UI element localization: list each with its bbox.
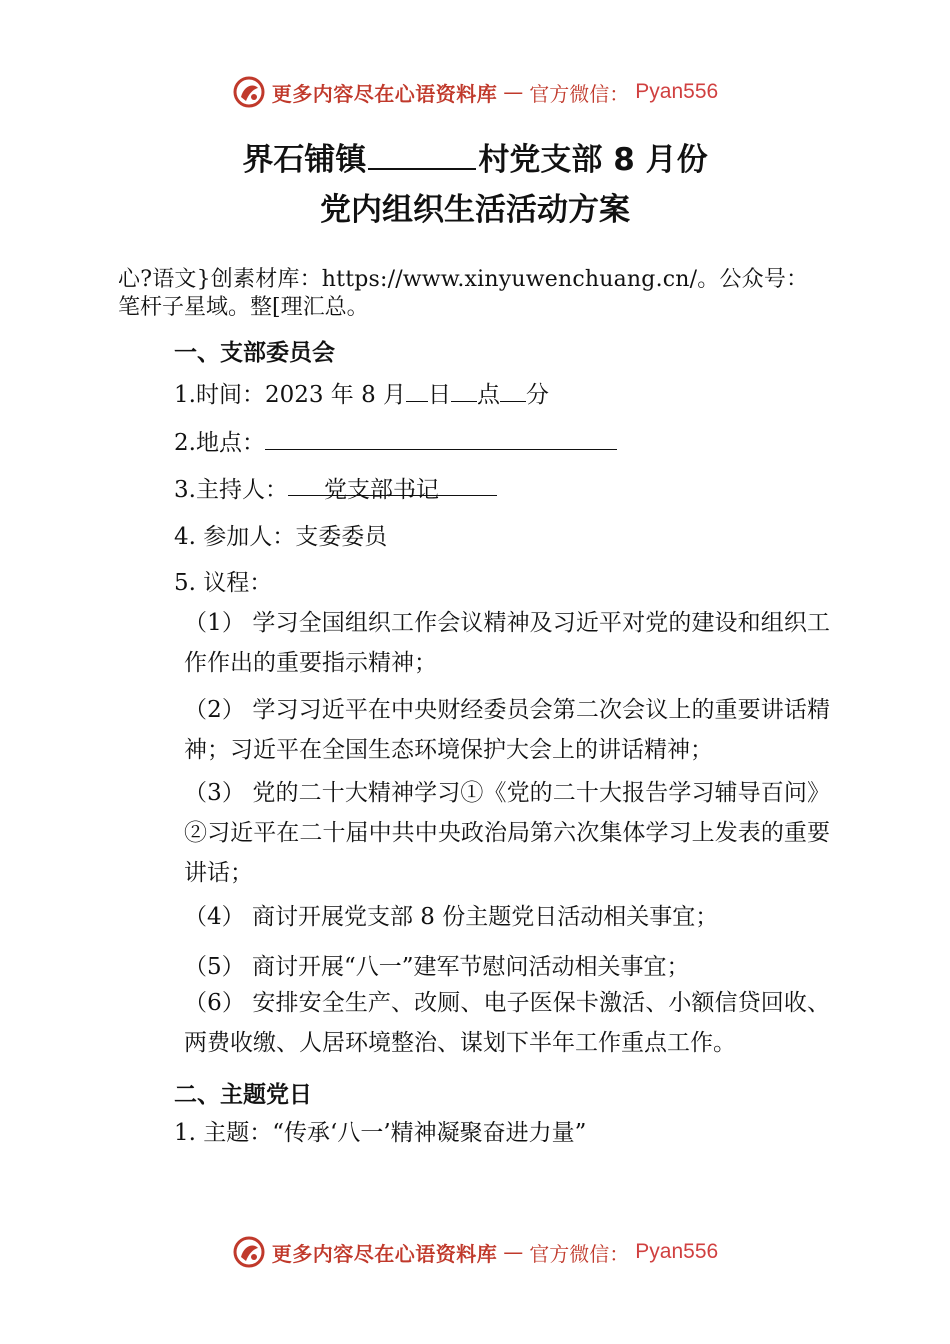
banner-wechat-label: 官方微信： [529, 81, 630, 106]
agenda-item-5: （5） 商讨开展“八一”建军节慰问活动相关事宜； [184, 954, 690, 980]
footer-banner-text: 更多内容尽在心语资料库 [271, 1241, 498, 1266]
logo-icon [232, 1235, 266, 1269]
minute-blank [500, 377, 526, 402]
theme-line: 1. 主题：“传承‘八一’精神凝聚奋进力量” [174, 1120, 587, 1146]
agenda-item-3-text: （3） 党的二十大精神学习①《党的二十大报告学习辅导百问》②习近平在二十届中共中央政治局第六次集体学习上发表的重要讲话； [184, 780, 830, 886]
banner-wechat-id: Pyan556 [635, 80, 719, 103]
place-blank [265, 425, 617, 450]
meeting-attendees: 4. 参加人：支委委员 [174, 524, 388, 550]
logo-icon [232, 75, 266, 109]
place-label: 2.地点： [174, 430, 265, 456]
source-note-line1: 心?语文}创素材库：https://www.xinyuwenchuang.cn/。公众号： [118, 267, 809, 292]
time-hour-label: 点 [477, 382, 501, 408]
agenda-item-1 [128, 603, 830, 683]
time-day-label: 日 [428, 382, 452, 408]
meeting-time [174, 376, 549, 409]
meeting-host [174, 471, 497, 504]
agenda-item-6 [128, 983, 830, 1063]
day-blank [406, 377, 428, 402]
host-value: 党支部书记 [288, 471, 497, 496]
time-minute-label: 分 [526, 382, 550, 408]
footer-banner [0, 1232, 950, 1272]
footer-wechat-id: Pyan556 [635, 1240, 719, 1263]
meeting-place [174, 424, 617, 457]
title-blank [368, 138, 476, 170]
page-title-line2: 党内组织生活活动方案 [320, 192, 630, 228]
agenda-item-1-text: （1） 学习全国组织工作会议精神及习近平对党的建设和组织工作作出的重要指示精神； [184, 610, 830, 676]
title-town: 界石铺镇 [242, 142, 367, 178]
header-banner [0, 72, 950, 112]
agenda-item-4: （4） 商讨开展党支部 8 份主题党日活动相关事宜； [184, 904, 719, 930]
source-note-line2: 笔杆子星域。整[理汇总。 [118, 295, 369, 320]
agenda-item-6-text: （6） 安排安全生产、改厕、电子医保卡激活、小额信贷回收、两费收缴、人居环境整治、谋划下半年工作重点工作。 [184, 990, 830, 1056]
agenda-item-2 [128, 690, 830, 770]
title-branch: 村党支部 8 月份 [478, 142, 708, 178]
footer-wechat-label: 官方微信： [529, 1241, 630, 1266]
agenda-item-3 [128, 773, 830, 893]
section1-heading: 一、支部委员会 [174, 340, 335, 366]
page-title-line1 [0, 134, 950, 179]
banner-text: 更多内容尽在心语资料库 [271, 81, 498, 106]
agenda-label: 5. 议程： [174, 570, 273, 596]
hour-blank [451, 377, 477, 402]
time-prefix: 1.时间：2023 年 8 月 [174, 382, 407, 408]
banner-dash: — [503, 80, 524, 104]
footer-banner-dash: — [503, 1240, 524, 1264]
agenda-item-2-text: （2） 学习习近平在中央财经委员会第二次会议上的重要讲话精神；习近平在全国生态环境保护大会上的讲话精神； [184, 697, 830, 763]
host-label: 3.主持人： [174, 477, 288, 503]
section2-heading: 二、主题党日 [174, 1082, 312, 1108]
